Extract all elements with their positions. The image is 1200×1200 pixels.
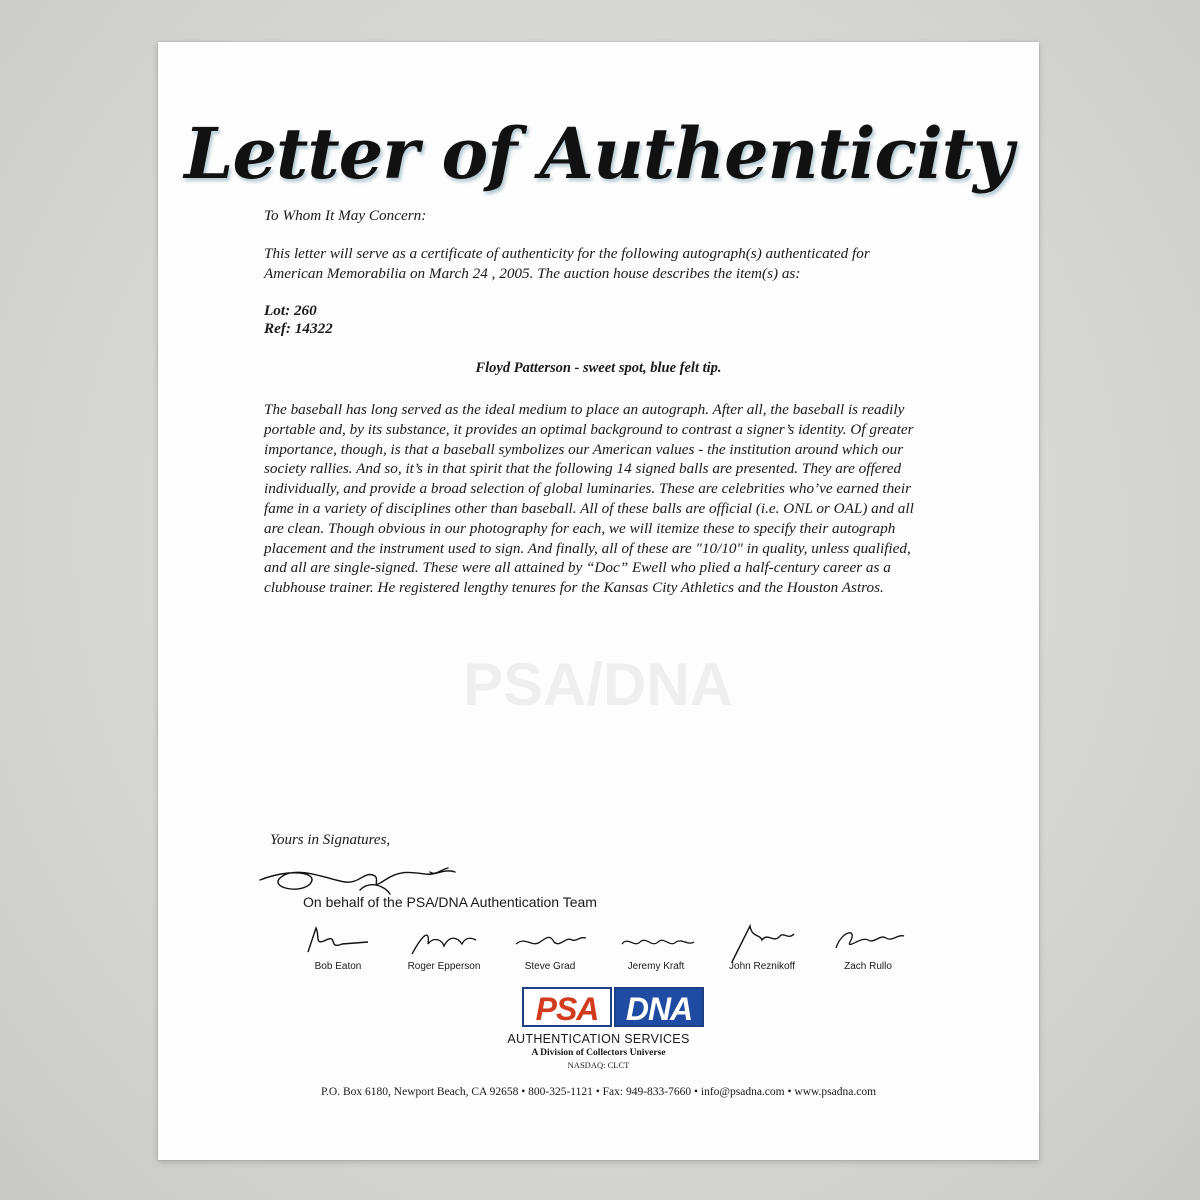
signature-john-reznikoff <box>722 922 802 958</box>
psa-dna-logo <box>522 987 708 1027</box>
division-line: A Division of Collectors Universe <box>531 1048 666 1058</box>
logo-dna: DNA <box>614 987 704 1027</box>
team-member <box>394 922 494 972</box>
team-member-name: Roger Epperson <box>407 961 481 972</box>
team-member <box>500 922 600 972</box>
team-member <box>818 922 918 972</box>
team-member <box>288 922 388 972</box>
document-title: Letter of Authenticity <box>184 112 1013 195</box>
logo-psa: PSA <box>522 987 612 1027</box>
lead-signature <box>250 850 490 900</box>
signature-jeremy-kraft <box>616 922 696 958</box>
team-member-name: John Reznikoff <box>729 961 795 972</box>
team-member-name: Steve Grad <box>524 961 576 972</box>
signature-bob-eaton <box>298 922 378 958</box>
behalf-line: On behalf of the PSA/DNA Authentication Team <box>303 894 597 910</box>
lot-number: Lot: 260 <box>264 302 317 319</box>
team-member-name: Bob Eaton <box>314 961 362 972</box>
contact-footer: P.O. Box 6180, Newport Beach, CA 92658 • 800-325-1121 • Fax: 949-833-7660 • info@psadna.com • www.psadna.com <box>320 1086 877 1098</box>
greeting: To Whom It May Concern: <box>264 207 427 224</box>
intro-paragraph: This letter will serve as a certificate of authenticity for the following autograph(s) authenticated for American Memorabilia on March 24 , 2005. The auction house describes the item(s) as: <box>264 245 870 282</box>
description-paragraph: The baseball has long served as the ideal medium to place an autograph. After all, the baseball is readily portable and, by its substance, it provides an optimal background to contrast a signer’s identity. Of greater importance, though, is that a baseball symbolizes our American values - the institution around which our society rallies. And so, it’s in that spirit that the following 14 signed balls are presented. They are offered individually, and provide a broad selection of global luminaries. These are celebrities who’ve earned their fame in a variety of disciplines other than baseball. All of these balls are official (i.e. ONL or OAL) and all are clean. Though obvious in our photography for each, we will itemize these to specify their autograph placement and the instrument used to sign. And finally, all of these are "10/10" in quality, unless qualified, and all are single-signed. These were all attained by “Doc” Ewell who plied a half-century career as a clubhouse trainer. He registered lengthy tenures for the Kansas City Athletics and the Houston Astros. <box>264 401 914 597</box>
item-description: Floyd Patterson - sweet spot, blue felt tip. <box>475 360 722 376</box>
closing-line: Yours in Signatures, <box>270 832 391 848</box>
team-signatures <box>288 922 928 982</box>
nasdaq-line: NASDAQ: CLCT <box>567 1060 630 1070</box>
lot-reference <box>264 302 929 338</box>
signature-zach-rullo <box>828 922 908 958</box>
team-member-name: Jeremy Kraft <box>627 961 685 972</box>
watermark: PSA/DNA <box>462 651 734 718</box>
certificate-paper <box>158 42 1039 1160</box>
team-member <box>712 922 812 972</box>
team-member-name: Zach Rullo <box>844 961 892 972</box>
team-member <box>606 922 706 972</box>
signature-steve-grad <box>510 922 590 958</box>
authentication-services: AUTHENTICATION SERVICES <box>507 1032 690 1046</box>
ref-number: Ref: 14322 <box>264 320 333 337</box>
signature-roger-epperson <box>404 922 484 958</box>
